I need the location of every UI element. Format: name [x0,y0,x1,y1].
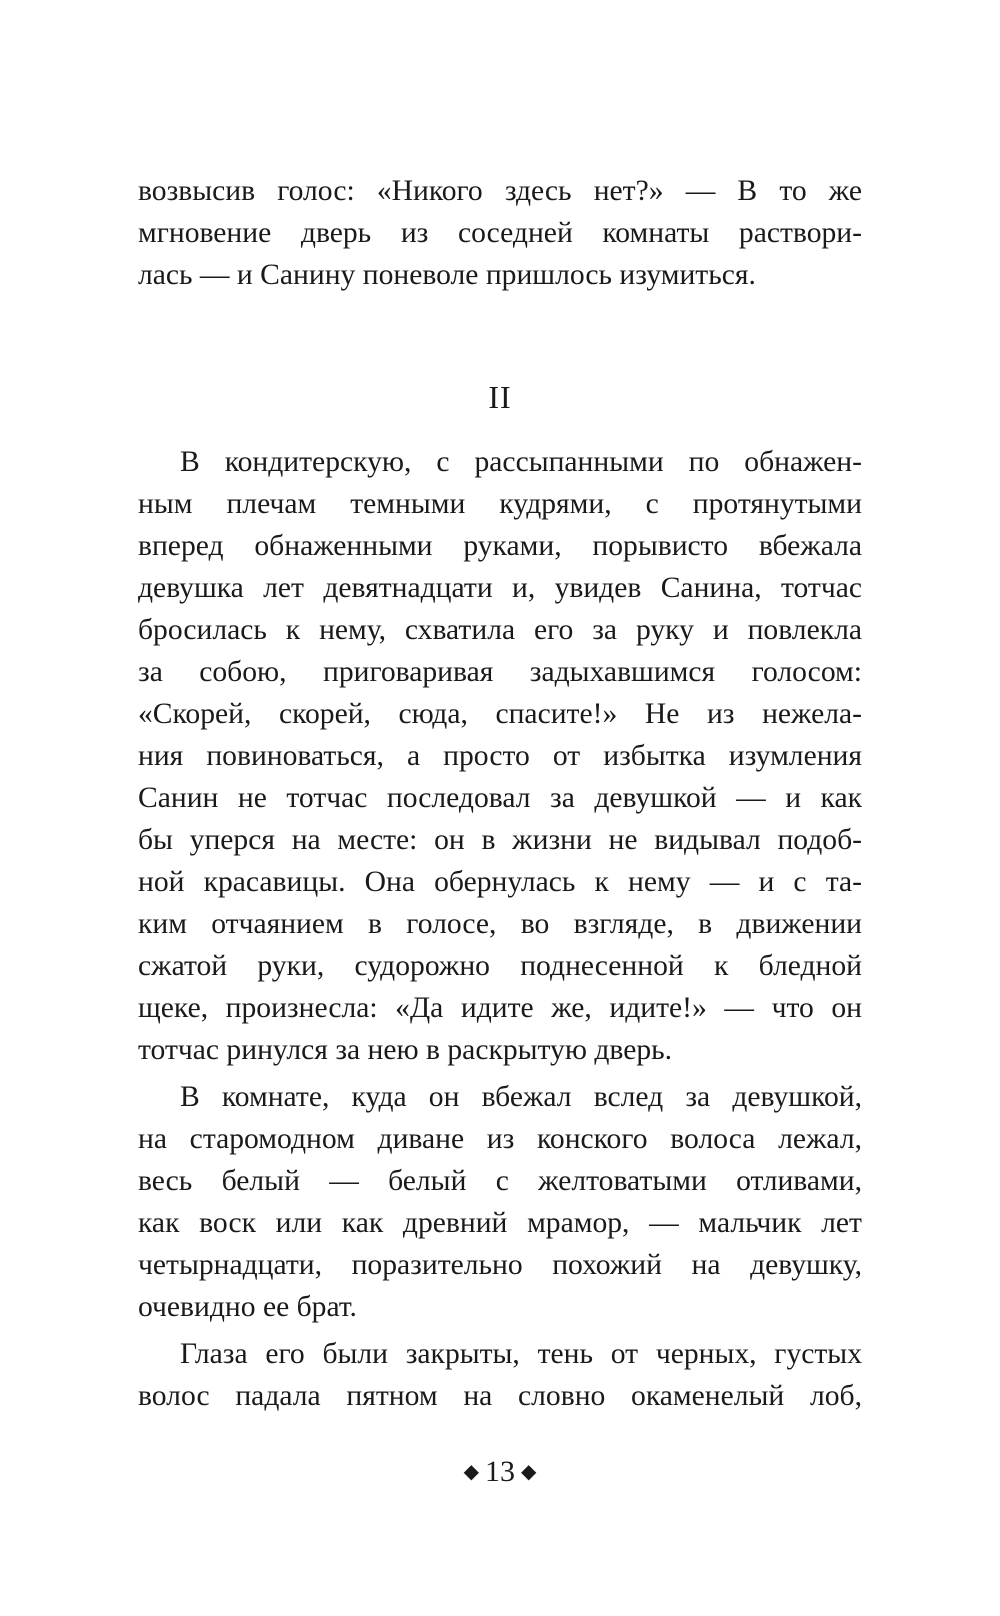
text-line: за собою, приговаривая задыхавшимся голосом: [138,656,862,688]
text-line: щеке, произнесла: «Да идите же, идите!» — что он [138,992,862,1024]
text-line: девушка лет девятнадцати и, увидев Санина, тотчас [138,572,862,604]
paragraph [138,441,862,1071]
text-line: очевидно ее брат. [138,1291,357,1323]
text-line: ной красавицы. Она обернулась к нему — и с та- [138,866,862,898]
page-number [0,1454,1000,1492]
chapter-heading: II [488,379,512,415]
text-line: тотчас ринулся за нею в раскрытую дверь. [138,1034,673,1066]
text-line: сжатой руки, судорожно поднесенной к бледной [138,950,862,982]
text-line: мгновение дверь из соседней комнаты раствори- [138,217,862,249]
text-line: возвысив голос: «Никого здесь нет?» — В то же [138,175,862,207]
text-line: волос падала пятном на словно окаменелый лоб, [138,1380,862,1412]
text-line: вперед обнаженными руками, порывисто вбежала [138,530,862,562]
text-line: ния повиноваться, а просто от избытка изумления [138,740,862,772]
paragraph [138,1333,862,1417]
text-line: В кондитерскую, с рассыпанными по обнажен- [180,446,862,478]
text-line: как воск или как древний мрамор, — мальчик лет [138,1207,862,1239]
text-line: ным плечам темными кудрями, с протянутыми [138,488,862,520]
continued-paragraph [138,170,862,296]
text-line: на старомодном диване из конского волоса лежал, [138,1123,862,1155]
text-line: Санин не тотчас последовал за девушкой — и как [138,782,862,814]
diamond-ornament-icon: ◆ [521,1461,537,1484]
text-line: Глаза его были закрыты, тень от черных, густых [180,1338,862,1370]
page-number-value: 13 [485,1455,515,1488]
text-line: бы уперся на месте: он в жизни не видывал подоб- [138,824,862,856]
chapter-body [138,441,862,1417]
text-line: лась — и Санину поневоле пришлось изумиться. [138,259,756,291]
diamond-ornament-icon: ◆ [463,1461,479,1484]
text-line: В комнате, куда он вбежал вслед за девушкой, [180,1081,862,1113]
text-line: весь белый — белый с желтоватыми отливами, [138,1165,862,1197]
text-line: четырнадцати, поразительно похожий на девушку, [138,1249,862,1281]
text-line: ким отчаянием в голосе, во взгляде, в движении [138,908,862,940]
paragraph [138,1076,862,1328]
text-line: бросилась к нему, схватила его за руку и повлекла [138,614,862,646]
text-line: «Скорей, скорей, сюда, спасите!» Не из нежела- [138,698,862,730]
